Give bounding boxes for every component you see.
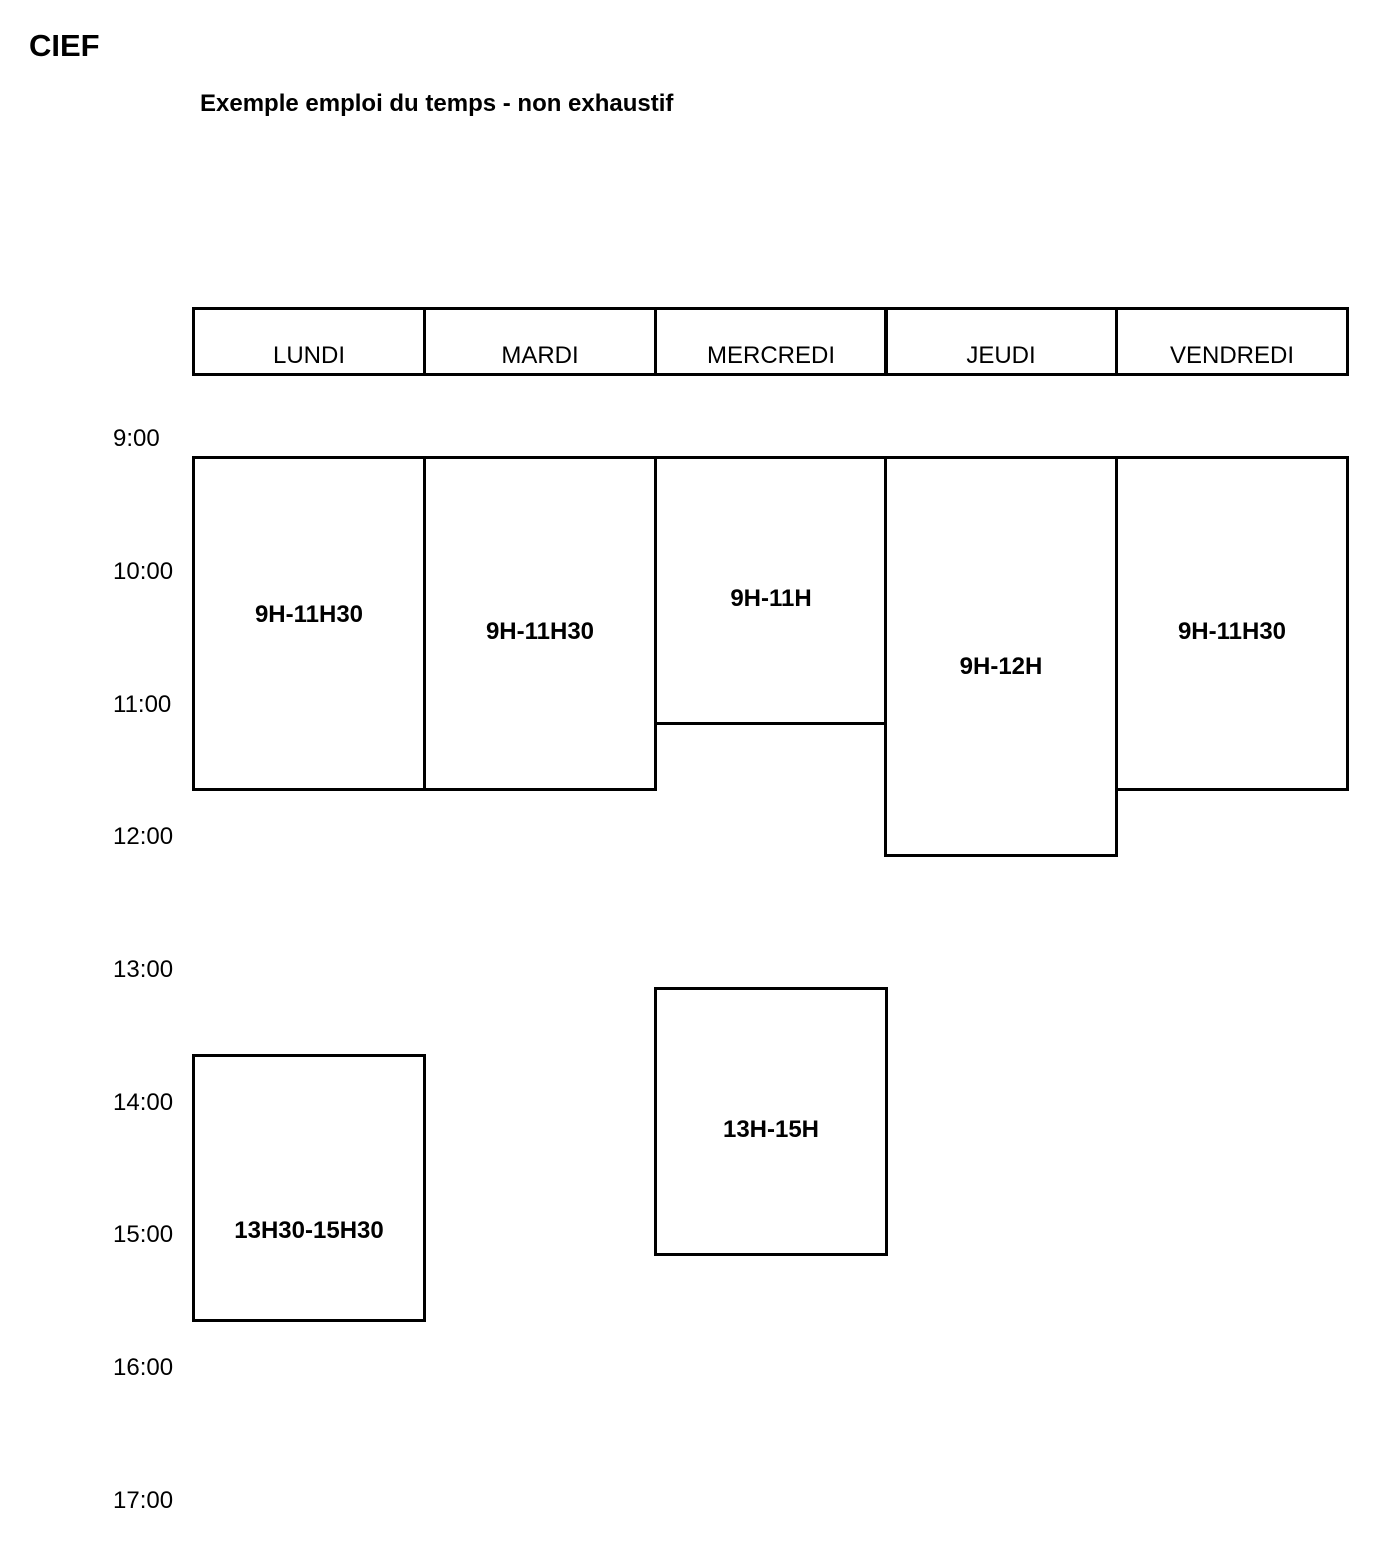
day-header-mercredi: MERCREDI [654, 307, 888, 376]
schedule-slot [884, 456, 1118, 857]
day-header-mardi: MARDI [423, 307, 657, 376]
schedule-slot-time: 9H-12H [959, 653, 1043, 680]
time-label: 17:00 [113, 1487, 174, 1514]
schedule-slot [654, 987, 888, 1256]
schedule-slot [654, 456, 888, 725]
time-label: 11:00 [113, 691, 172, 718]
day-header-row [192, 307, 1349, 376]
day-header-lundi: LUNDI [192, 307, 426, 376]
time-label: 10:00 [113, 558, 174, 585]
time-label: 13:00 [113, 956, 174, 983]
time-label: 14:00 [113, 1089, 174, 1116]
time-label: 16:00 [113, 1354, 174, 1381]
schedule-slot-time: 13H-15H [722, 1116, 820, 1143]
schedule-slot-time: 13H30-15H30 [234, 1217, 384, 1244]
schedule-slot-time: 9H-11H30 [485, 618, 595, 645]
schedule-slot [192, 1054, 426, 1322]
schedule-title: Exemple emploi du temps - non exhaustif [200, 90, 674, 117]
day-header-jeudi: JEUDI [884, 307, 1118, 376]
time-label: 15:00 [113, 1221, 174, 1248]
schedule-slot [1115, 456, 1349, 791]
day-header-vendredi: VENDREDI [1115, 307, 1349, 376]
schedule-slot-time: 9H-11H30 [1177, 618, 1287, 645]
schedule-slot-time: 9H-11H30 [254, 601, 364, 628]
schedule-slot [192, 456, 426, 791]
time-label: 9:00 [113, 425, 160, 452]
schedule-slot [423, 456, 657, 791]
time-label: 12:00 [113, 823, 174, 850]
organization-name: CIEF [29, 28, 100, 63]
schedule-slot-time: 9H-11H [730, 585, 812, 612]
